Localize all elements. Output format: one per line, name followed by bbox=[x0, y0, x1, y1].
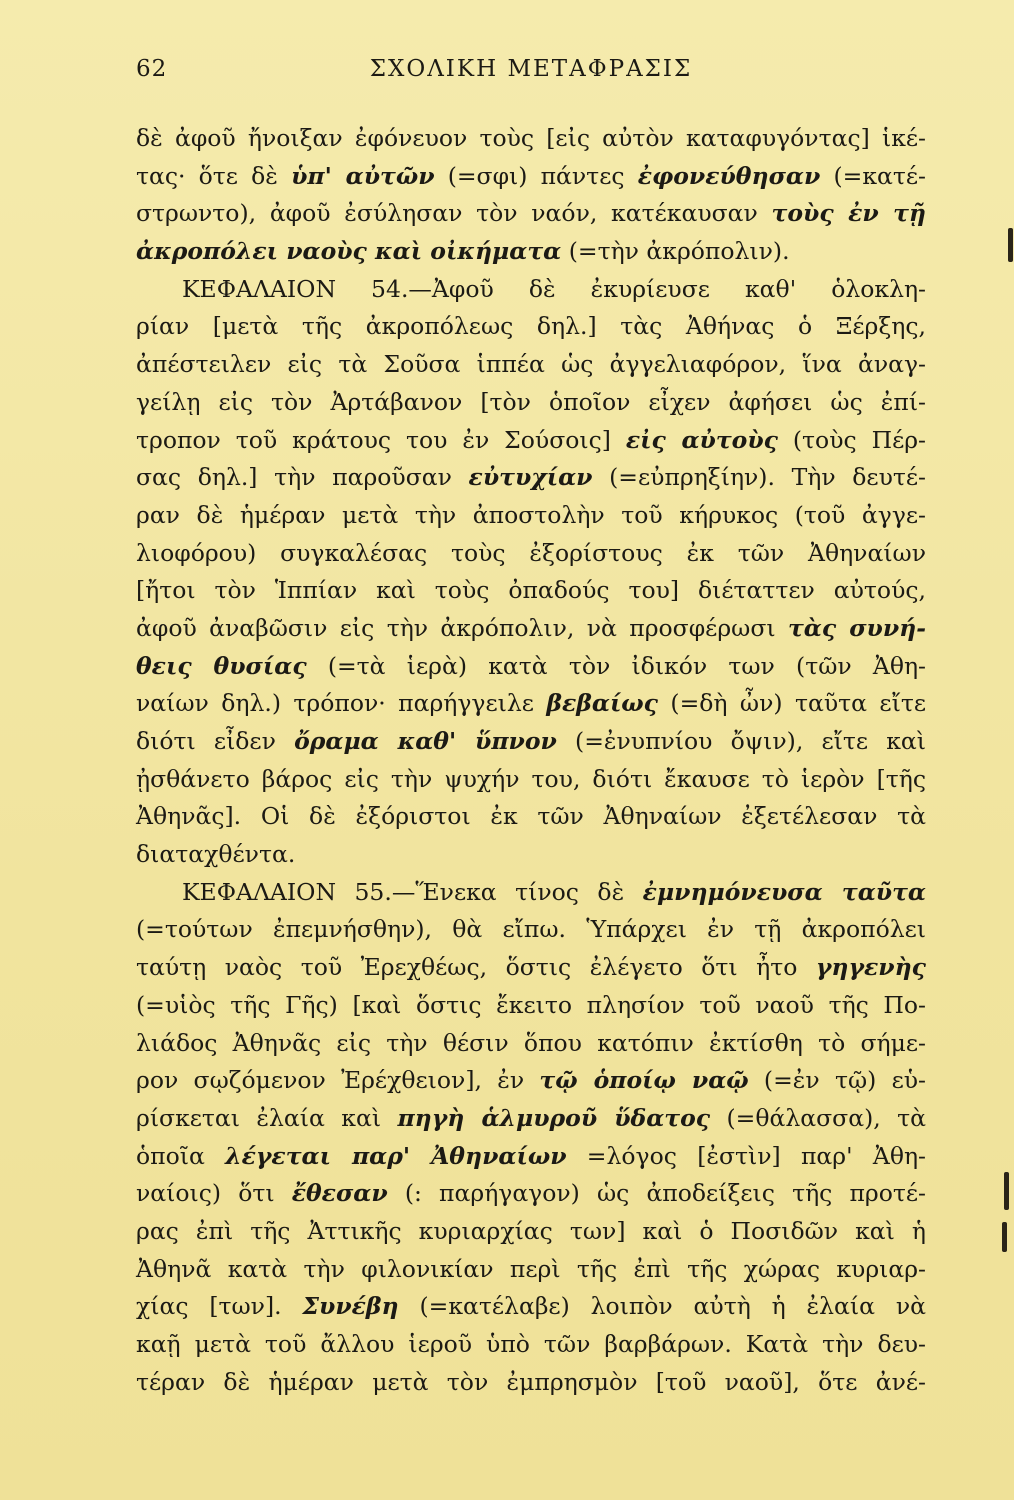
text-run: (τοὺς Πέρ- bbox=[777, 425, 926, 454]
emphasized-term: γηγενὴς bbox=[815, 953, 926, 982]
text-run: Ἀθηνᾶς]. Οἱ δὲ ἐξόριστοι ἐκ τῶν Ἀθηναίων ἐξετέλεσαν τὰ bbox=[136, 802, 926, 831]
text-line bbox=[136, 987, 926, 1025]
margin-bar-mark bbox=[1002, 1222, 1007, 1252]
text-line bbox=[136, 1175, 926, 1213]
text-run: =λόγος [ἐστὶν] παρ' Ἀθη- bbox=[566, 1141, 926, 1170]
page-number: 62 bbox=[136, 56, 168, 82]
text-run: γείλῃ εἰς τὸν Ἀρτάβανον [τὸν ὁποῖον εἶχεν ἀφήσει ὡς ἐπί- bbox=[136, 387, 926, 416]
running-title: ΣΧΟΛΙΚΗ ΜΕΤΑΦΡΑΣΙΣ bbox=[369, 56, 693, 82]
text-run: σας δηλ.] τὴν παροῦσαν bbox=[136, 463, 469, 492]
text-run: (=σφι) πάντες bbox=[434, 161, 638, 190]
text-run: (=τὴν ἀκρόπολιν). bbox=[561, 237, 790, 266]
text-run: διαταχθέντα. bbox=[136, 840, 296, 869]
text-line bbox=[136, 158, 926, 196]
text-line bbox=[136, 572, 926, 610]
text-line bbox=[136, 648, 926, 686]
text-run: καῇ μετὰ τοῦ ἄλλου ἱεροῦ ὑπὸ τῶν βαρβάρων. Κατὰ τὴν δευ- bbox=[136, 1330, 926, 1358]
text-run: λιάδος Ἀθηνᾶς εἰς τὴν θέσιν ὅπου κατόπιν ἐκτίσθη τὸ σήμε- bbox=[136, 1028, 926, 1057]
text-run: τέραν δὲ ἡμέραν μετὰ τὸν ἐμπρησμὸν [τοῦ ναοῦ], ὅτε ἀνέ- bbox=[136, 1367, 926, 1396]
text-line bbox=[136, 1364, 926, 1402]
text-line bbox=[136, 1213, 926, 1251]
emphasized-term: ἐμνημόνευσα ταῦτα bbox=[642, 877, 926, 906]
text-run: στρωντο), ἀφοῦ ἐσύλησαν τὸν ναόν, κατέκαυσαν bbox=[136, 199, 772, 228]
text-run: ταύτῃ ναὸς τοῦ Ἐρεχθέως, ὅστις ἐλέγετο ὅτι ἦτο bbox=[136, 953, 816, 982]
text-line bbox=[136, 1288, 926, 1326]
text-run: (=δὴ ὦν) ταῦτα εἴτε bbox=[658, 689, 926, 718]
emphasized-term: ὑπ' αὐτῶν bbox=[291, 161, 435, 190]
text-line bbox=[136, 120, 926, 158]
text-line bbox=[136, 233, 926, 271]
text-line bbox=[136, 1062, 926, 1100]
emphasized-term: τὰς συνή- bbox=[787, 613, 926, 642]
text-line bbox=[136, 535, 926, 573]
text-run: (=υἱὸς τῆς Γῆς) [καὶ ὅστις ἔκειτο πλησίον τοῦ ναοῦ τῆς Πο- bbox=[136, 990, 926, 1019]
text-run: ἀφοῦ ἀναβῶσιν εἰς τὴν ἀκρόπολιν, νὰ προσφέρωσι bbox=[136, 613, 788, 642]
text-line bbox=[136, 459, 926, 497]
text-run: [ἤτοι τὸν Ἱππίαν καὶ τοὺς ὀπαδούς του] διέταττεν αὐτούς, bbox=[136, 576, 926, 605]
text-run: (: παρήγαγον) ὡς ἀποδείξεις τῆς προτέ- bbox=[387, 1179, 926, 1208]
text-line bbox=[136, 271, 926, 309]
emphasized-term: εἰς αὐτοὺς bbox=[625, 425, 778, 454]
text-run: ἀπέστειλεν εἰς τὰ Σοῦσα ἱππέα ὡς ἀγγελιαφόρον, ἵνα ἀναγ- bbox=[136, 350, 926, 379]
emphasized-term: πηγὴ ἁλμυροῦ ὕδατος bbox=[397, 1103, 711, 1132]
text-run: (=θάλασσα), τὰ bbox=[710, 1103, 926, 1132]
text-line bbox=[136, 685, 926, 723]
text-run: (=εὐπρηξίην). Τὴν δευτέ- bbox=[592, 463, 927, 492]
emphasized-term: ἐφονεύθησαν bbox=[637, 161, 821, 190]
text-line bbox=[136, 308, 926, 346]
emphasized-term: βεβαίως bbox=[546, 689, 658, 718]
text-run: τροπον τοῦ κράτους του ἐν Σούσοις] bbox=[136, 425, 626, 454]
text-line bbox=[136, 949, 926, 987]
page-header bbox=[136, 56, 926, 96]
text-run: (=τούτων ἐπεμνήσθην), θὰ εἴπω. Ὑπάρχει ἐν τῇ ἀκροπόλει bbox=[136, 915, 926, 944]
text-line bbox=[136, 874, 926, 912]
emphasized-term: ἀκροπόλει ναοὺς καὶ οἰκήματα bbox=[136, 237, 562, 266]
text-run: ραν δὲ ἡμέραν μετὰ τὴν ἀποστολὴν τοῦ κήρυκος (τοῦ ἀγγε- bbox=[136, 500, 926, 529]
text-line bbox=[136, 195, 926, 233]
emphasized-term: ἔθεσαν bbox=[291, 1179, 388, 1208]
text-line bbox=[136, 1251, 926, 1289]
text-run: ΚΕΦΑΛΑΙΟΝ 54.—Ἀφοῦ δὲ ἐκυρίευσε καθ' ὁλοκλη- bbox=[182, 274, 926, 303]
text-run: ρον σῳζόμενον Ἐρέχθειον], ἐν bbox=[136, 1066, 540, 1095]
text-line bbox=[136, 761, 926, 799]
text-line bbox=[136, 1100, 926, 1138]
text-line bbox=[136, 798, 926, 836]
text-run: ρίαν [μετὰ τῆς ἀκροπόλεως δηλ.] τὰς Ἀθήνας ὁ Ξέρξης, bbox=[136, 312, 926, 341]
emphasized-term: Συνέβη bbox=[302, 1292, 399, 1321]
text-run: (=τὰ ἱερὰ) κατὰ τὸν ἰδικόν των (τῶν Ἀθη- bbox=[306, 651, 926, 680]
text-run: ρίσκεται ἐλαία καὶ bbox=[136, 1103, 398, 1132]
text-line bbox=[136, 1138, 926, 1176]
text-run: ὁποῖα bbox=[136, 1141, 226, 1170]
text-line bbox=[136, 384, 926, 422]
emphasized-term: θεις θυσίας bbox=[136, 651, 307, 680]
text-run: ᾐσθάνετο βάρος εἰς τὴν ψυχήν του, διότι ἔκαυσε τὸ ἱερὸν [τῆς bbox=[136, 764, 926, 793]
text-line bbox=[136, 836, 926, 874]
emphasized-term: τοὺς ἐν τῇ bbox=[771, 199, 926, 228]
margin-bar-mark bbox=[1004, 1172, 1009, 1210]
text-run: λιοφόρου) συγκαλέσας τοὺς ἐξορίστους ἐκ τῶν Ἀθηναίων bbox=[136, 538, 926, 567]
text-line bbox=[136, 911, 926, 949]
margin-bar-mark bbox=[1008, 228, 1013, 262]
text-run: (=κατέλαβε) λοιπὸν αὐτὴ ἡ ἐλαία νὰ bbox=[398, 1292, 926, 1321]
text-line bbox=[136, 610, 926, 648]
text-run: (=ἐνυπνίου ὄψιν), εἴτε καὶ bbox=[556, 727, 926, 755]
text-run: δὲ ἀφοῦ ἤνοιξαν ἐφόνευον τοὺς [εἰς αὐτὸν καταφυγόντας] ἱκέ- bbox=[136, 124, 926, 152]
emphasized-term: λέγεται παρ' Ἀθηναίων bbox=[225, 1141, 567, 1170]
emphasized-term: εὐτυχίαν bbox=[468, 463, 593, 492]
text-run: ναίων δηλ.) τρόπον· παρήγγειλε bbox=[136, 689, 547, 718]
text-run: ναίοις) ὅτι bbox=[136, 1179, 292, 1208]
emphasized-term: τῷ ὁποίῳ ναῷ bbox=[539, 1066, 749, 1095]
text-line bbox=[136, 1326, 926, 1364]
emphasized-term: ὄραμα καθ' ὕπνον bbox=[294, 727, 557, 755]
text-line bbox=[136, 497, 926, 535]
text-run: χίας [των]. bbox=[136, 1292, 303, 1321]
text-run: ρας ἐπὶ τῆς Ἀττικῆς κυριαρχίας των] καὶ ὁ Ποσιδῶν καὶ ἡ bbox=[136, 1216, 926, 1245]
text-run: ΚΕΦΑΛΑΙΟΝ 55.—Ἕνεκα τίνος δὲ bbox=[182, 877, 643, 906]
text-run: (=ἐν τῷ) εὑ- bbox=[748, 1066, 926, 1095]
page-body-text bbox=[136, 120, 926, 1401]
text-run: διότι εἶδεν bbox=[136, 727, 295, 755]
text-run: (=κατέ- bbox=[820, 161, 926, 190]
text-run: τας· ὅτε δὲ bbox=[136, 161, 292, 190]
text-line bbox=[136, 346, 926, 384]
text-run: Ἀθηνᾶ κατὰ τὴν φιλονικίαν περὶ τῆς ἐπὶ τῆς χώρας κυριαρ- bbox=[136, 1254, 926, 1283]
text-line bbox=[136, 422, 926, 460]
text-line bbox=[136, 1025, 926, 1063]
text-line bbox=[136, 723, 926, 761]
